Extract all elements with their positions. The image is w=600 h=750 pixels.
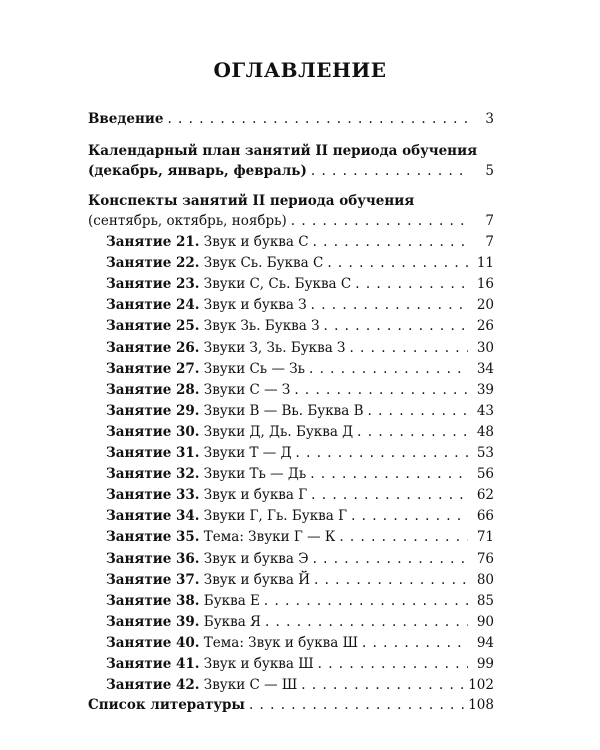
toc-lesson-label [106, 382, 290, 398]
toc-lesson-page: 94 [476, 634, 494, 651]
lesson-topic: Звуки Т — Д [203, 445, 292, 461]
toc-lesson-row[interactable] [106, 255, 494, 271]
lesson-number: Занятие 26. [106, 339, 200, 356]
toc-lesson-label [106, 255, 323, 271]
toc-lesson-page: 102 [468, 677, 494, 694]
lesson-topic: Звук и буква Г [203, 487, 308, 504]
toc-lesson-row[interactable] [106, 382, 494, 398]
leader-dots [357, 424, 468, 440]
toc-entry-notes[interactable] [88, 213, 494, 229]
leader-dots [294, 382, 468, 398]
lesson-topic: Звуки В — Вь. Буква В [203, 402, 364, 419]
toc-lesson-row[interactable] [106, 403, 494, 419]
lesson-number: Занятие 25. [106, 318, 200, 335]
toc-lesson-label [106, 466, 306, 482]
toc-lesson-page: 53 [476, 445, 494, 461]
lesson-topic: Тема: Звук и буква Ш [203, 634, 359, 651]
toc-lesson-row[interactable] [106, 508, 494, 524]
toc-lesson-row[interactable] [106, 487, 494, 503]
toc-lesson-label [106, 424, 353, 440]
lesson-topic: Тема: Звуки Г — К [203, 529, 336, 546]
lesson-topic: Звуки Сь — Зь [203, 360, 306, 377]
toc-lesson-page: 48 [476, 423, 494, 440]
lesson-topic: Буква Е [203, 592, 260, 609]
toc-lesson-label [106, 677, 297, 693]
lesson-number: Занятие 36. [106, 550, 200, 567]
lesson-number: Занятие 40. [106, 634, 200, 651]
leader-dots [249, 697, 464, 713]
leader-dots [313, 551, 468, 567]
leader-dots [311, 297, 468, 313]
leader-dots [311, 487, 468, 503]
toc-entry-label: (декабрь, январь, февраль) [88, 163, 307, 179]
toc-lesson-page: 16 [476, 276, 494, 293]
toc-lesson-row[interactable] [106, 656, 494, 672]
lesson-topic: Звуки Г, Гь. Буква Г [203, 508, 348, 525]
toc-lesson-page: 90 [476, 613, 494, 630]
toc-lesson-label [106, 297, 307, 313]
toc-entry-calendar[interactable] [88, 163, 494, 179]
toc-entry-label: (сентябрь, октябрь, ноябрь) [88, 213, 287, 229]
leader-dots [355, 276, 468, 292]
leader-dots [313, 234, 468, 250]
lesson-number: Занятие 38. [106, 592, 200, 609]
leader-dots [327, 255, 468, 271]
lesson-number: Занятие 37. [106, 571, 200, 588]
toc-lesson-page: 30 [476, 339, 494, 356]
lesson-topic: Звуки Ть — Дь [203, 466, 307, 483]
toc-lesson-label [106, 445, 292, 461]
leader-dots [291, 213, 468, 229]
toc-lesson-page: 66 [476, 508, 494, 525]
leader-dots [368, 403, 469, 419]
lesson-topic: Звук Зь. Буква З [203, 318, 320, 335]
leader-dots [296, 445, 468, 461]
toc-lesson-row[interactable] [106, 318, 494, 334]
toc-lesson-label [106, 234, 309, 250]
toc-lesson-label [106, 361, 305, 377]
toc-lesson-page: 71 [476, 529, 494, 546]
lesson-number: Занятие 41. [106, 656, 200, 672]
leader-dots [310, 466, 468, 482]
leader-dots [323, 318, 468, 334]
toc-lesson-row[interactable] [106, 551, 494, 567]
toc-entry-intro[interactable] [88, 111, 494, 127]
toc-lesson-row[interactable] [106, 614, 494, 630]
lesson-number: Занятие 34. [106, 508, 200, 525]
toc-entry-label: Введение [88, 111, 164, 127]
lesson-topic: Звук и буква С [203, 234, 309, 250]
lesson-topic: Звук и буква Э [203, 550, 309, 567]
toc-lesson-page: 99 [476, 656, 494, 672]
toc-lesson-row[interactable] [106, 529, 494, 545]
lesson-topic: Буква Я [203, 613, 261, 630]
toc-lesson-label [106, 487, 307, 503]
lesson-number: Занятие 22. [106, 255, 200, 272]
lesson-number: Занятие 39. [106, 613, 200, 630]
toc-entry-page: 5 [485, 163, 494, 179]
toc-lesson-row[interactable] [106, 677, 494, 693]
toc-lesson-page: 62 [476, 487, 494, 504]
leader-dots [167, 111, 468, 127]
leader-dots [339, 529, 468, 545]
toc-lesson-page: 7 [485, 234, 494, 250]
toc-lesson-label [106, 551, 309, 567]
lesson-topic: Звук Сь. Буква С [203, 255, 324, 272]
lesson-number: Занятие 21. [106, 234, 200, 250]
lesson-topic: Звуки З, Зь. Буква З [203, 339, 346, 356]
leader-dots [311, 163, 468, 179]
toc-lesson-label [106, 508, 347, 524]
toc-lesson-row[interactable] [106, 466, 494, 482]
toc-lesson-label [106, 635, 358, 651]
toc-entry-notes-title[interactable]: Конспекты занятий II периода обучения [88, 193, 415, 209]
toc-lesson-row[interactable] [106, 593, 494, 609]
toc-lesson-row[interactable] [106, 361, 494, 377]
lesson-topic: Звук и буква Й [203, 571, 310, 588]
toc-entry-label: Список литературы [88, 697, 245, 713]
leader-dots [314, 572, 468, 588]
toc-lesson-row[interactable] [106, 276, 494, 292]
toc-lesson-label [106, 614, 261, 630]
toc-entry-page: 7 [485, 213, 494, 229]
lesson-topic: Звук и буква З [203, 297, 307, 314]
toc-lesson-row[interactable] [106, 635, 494, 651]
lesson-number: Занятие 32. [106, 466, 200, 483]
toc-lesson-label [106, 276, 351, 292]
toc-lesson-label [106, 656, 314, 672]
lesson-number: Занятие 23. [106, 276, 200, 293]
toc-lesson-page: 85 [476, 592, 494, 609]
leader-dots [349, 340, 468, 356]
toc-lesson-page: 39 [476, 381, 494, 398]
toc-lesson-label [106, 318, 319, 334]
toc-lesson-page: 43 [476, 402, 494, 419]
toc-entry-calendar-title[interactable]: Календарный план занятий II периода обучения [88, 143, 478, 159]
toc-lesson-row[interactable] [106, 297, 494, 313]
leader-dots [265, 614, 468, 630]
leader-dots [309, 361, 468, 377]
toc-entry-bibliography[interactable] [88, 697, 494, 713]
toc-lesson-page: 26 [476, 318, 494, 335]
toc-entry-page: 108 [468, 697, 494, 713]
page-title: ОГЛАВЛЕНИЕ [213, 58, 387, 82]
toc-entry-page: 3 [485, 111, 494, 127]
leader-dots [318, 656, 468, 672]
lesson-number: Занятие 24. [106, 297, 200, 314]
leader-dots [301, 677, 464, 693]
toc-lesson-label [106, 593, 260, 609]
lesson-number: Занятие 35. [106, 529, 200, 546]
toc-lesson-page: 34 [476, 360, 494, 377]
toc-lesson-label [106, 403, 364, 419]
lesson-number: Занятие 28. [106, 381, 200, 398]
toc-lesson-page: 20 [476, 297, 494, 314]
lesson-topic: Звуки С — Ш [203, 677, 298, 694]
toc-lesson-row[interactable] [106, 340, 494, 356]
lesson-number: Занятие 31. [106, 445, 200, 461]
lesson-topic: Звуки С — З [203, 381, 291, 398]
leader-dots [264, 593, 468, 609]
lesson-number: Занятие 42. [106, 677, 200, 694]
lesson-topic: Звуки Д, Дь. Буква Д [203, 423, 354, 440]
lesson-topic: Звук и буква Ш [203, 656, 314, 672]
toc-lesson-row[interactable] [106, 572, 494, 588]
toc-lesson-label [106, 572, 310, 588]
toc-lesson-page: 11 [476, 255, 494, 272]
toc-lesson-label [106, 529, 335, 545]
toc-lesson-row[interactable] [106, 234, 494, 250]
lesson-number: Занятие 33. [106, 487, 200, 504]
toc-lesson-row[interactable] [106, 424, 494, 440]
leader-dots [351, 508, 468, 524]
toc-lesson-page: 56 [476, 466, 494, 483]
toc-lesson-label [106, 340, 345, 356]
lesson-number: Занятие 29. [106, 402, 200, 419]
lesson-topic: Звуки С, Сь. Буква С [203, 276, 352, 293]
leader-dots [362, 635, 468, 651]
toc-lesson-row[interactable] [106, 445, 494, 461]
lesson-number: Занятие 30. [106, 423, 200, 440]
toc-lesson-page: 76 [476, 550, 494, 567]
lesson-number: Занятие 27. [106, 360, 200, 377]
toc-lesson-page: 80 [476, 571, 494, 588]
